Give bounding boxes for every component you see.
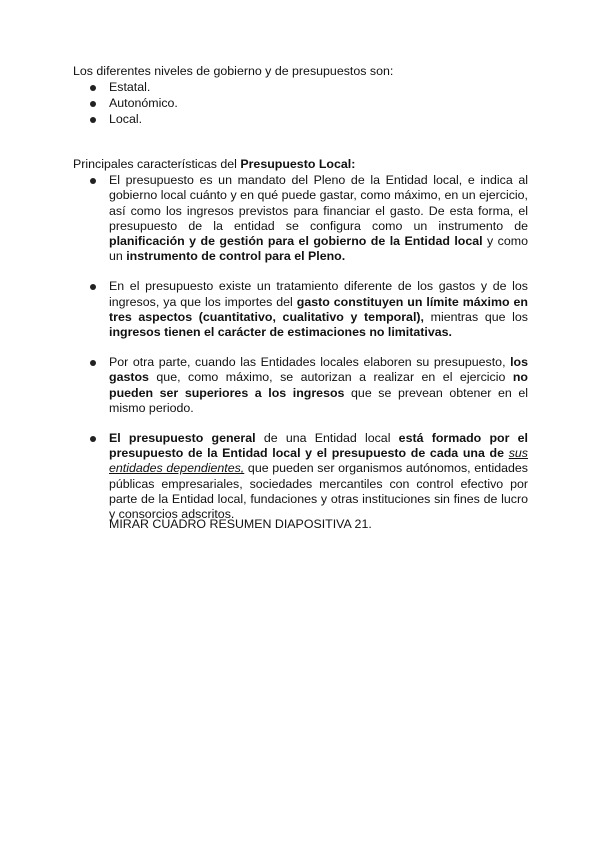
list-item [73,279,528,340]
intro-text: Los diferentes niveles de gobierno y de presupuestos son: [73,64,394,78]
item-bold: los gastos [109,355,528,385]
list-item [73,80,533,96]
list-item [73,96,533,112]
item-text: que se prevean obtener en el mismo periodo. [109,385,528,415]
item-underlined-italic: sus entidades dependientes, [109,446,528,476]
item-text: y como un [109,234,528,264]
heading-prefix: Principales características del [73,157,241,171]
list-item [73,431,528,522]
budget-features-section [73,157,528,522]
government-levels-section [73,64,533,128]
item-text: mientras que los [423,309,528,324]
bullet-icon [90,284,96,290]
item-bold: está formado por el presupuesto de la Entidad local y el presupuesto de cada una de [109,431,528,461]
item-text: que, como máximo, se autorizan a realizar en el ejercicio [148,370,513,385]
list-item [73,355,528,416]
item-text: que pueden ser organismos autónomos, entidades públicas empresariales, sociedades mercantiles con control efectivo por parte de la Entidad local, fundaciones y otras instituciones sin fines de lucro y consorcios adscritos. [109,461,528,522]
budget-features-list [73,173,528,522]
heading-bold: Presupuesto Local: [240,157,356,171]
list-item-label: Local. [109,112,143,127]
item-text: Por otra parte, cuando las Entidades locales elaboren su presupuesto, [109,355,511,370]
bullet-icon [90,101,96,107]
item-bold: planificación y de gestión para el gobierno de la Entidad local [109,234,483,249]
list-item-label: Estatal. [109,80,151,95]
item-text: El presupuesto es un mandato del Pleno de la Entidad local, e indica al gobierno local cuánto y en qué puede gastar, como máximo, en un ejercicio, así como los ingresos previstos para financiar el gasto. De esta forma, el presupuesto de la entidad se configura como un instrumento de [109,173,528,233]
item-text: En el presupuesto existe un tratamiento diferente de los gastos y de los ingresos, ya que los importes del [109,279,528,309]
list-item [73,112,533,128]
bullet-icon [90,436,96,442]
government-levels-list [73,80,533,128]
footer-note: MIRAR CUADRO RESUMEN DIAPOSITIVA 21. [109,517,372,531]
item-bold: El presupuesto general [109,431,256,446]
item-text: de una Entidad local [255,431,399,446]
list-item [73,173,528,264]
item-bold: gasto constituyen un límite máximo en tres aspectos (cuantitativo, cualitativo y temporal), [109,294,528,324]
item-bold: instrumento de control para el Pleno. [126,249,346,264]
item-bold: ingresos tienen el carácter de estimaciones no limitativas. [109,325,452,340]
bullet-icon [90,178,96,184]
list-item-label: Autonómico. [109,96,178,111]
bullet-icon [90,360,96,366]
bullet-icon [90,85,96,91]
section-heading [73,157,528,172]
item-bold: no pueden ser superiores a los ingresos [109,370,528,400]
bullet-icon [90,117,96,123]
